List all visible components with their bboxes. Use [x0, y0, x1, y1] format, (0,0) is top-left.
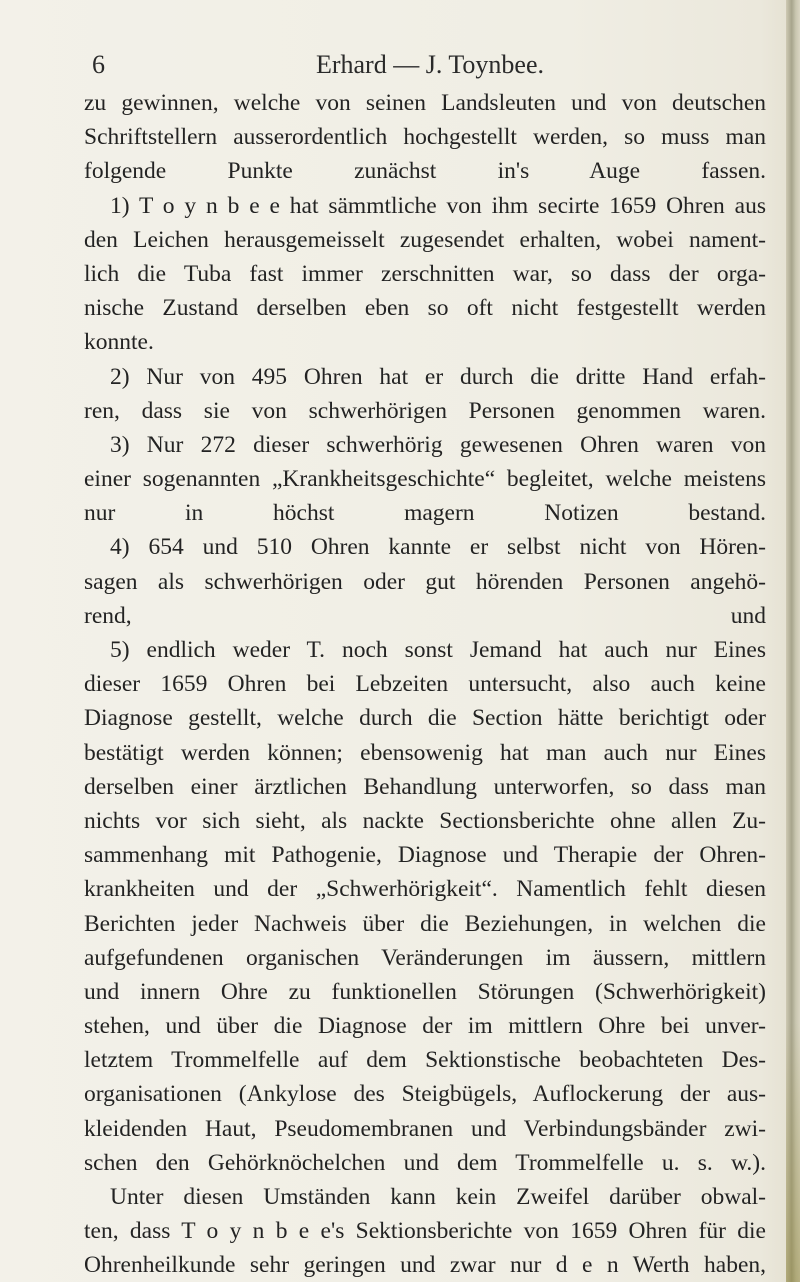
text-line: schen den Gehörknöchelchen und dem Trommelfelle u. s. w.).: [84, 1149, 766, 1176]
text-line: 4) 654 und 510 Ohren kannte er selbst nicht von Hören-: [110, 534, 766, 561]
text-line: Unter diesen Umständen kann kein Zweifel darüber obwal-: [110, 1184, 766, 1210]
text-line: rend, und: [84, 602, 766, 629]
page-edge-shadow: [786, 1022, 800, 1282]
page-edge-binding: [786, 0, 800, 1282]
text-line: nichts vor sich sieht, als nackte Sectionsberichte ohne allen Zu-: [84, 807, 766, 834]
text-line: konnte.: [84, 329, 154, 356]
text-line: lich die Tuba fast immer zerschnitten war, so dass der orga-: [84, 260, 766, 287]
text-line: bestätigt werden können; ebensowenig hat man auch nur Eines: [84, 739, 766, 766]
text-line: zu gewinnen, welche von seinen Landsleuten und von deutschen: [84, 90, 766, 116]
text-line: einer sogenannten „Krankheitsgeschichte“ begleitet, welche meistens: [84, 466, 766, 493]
text-line: nur in höchst magern Notizen bestand.: [84, 500, 766, 527]
text-line: aufgefundenen organischen Veränderungen im äussern, mittlern: [84, 944, 766, 971]
text-line: organisationen (Ankylose des Steigbügels, Auflockerung der aus-: [84, 1081, 766, 1108]
text-line: Ohrenheilkunde sehr geringen und zwar nur d e n Werth haben,: [84, 1252, 766, 1279]
text-line: Schriftstellern ausserordentlich hochgestellt werden, so muss man: [84, 124, 766, 151]
text-line: derselben einer ärztlichen Behandlung unterworfen, so dass man: [84, 773, 766, 800]
text-line: Berichten jeder Nachweis über die Beziehungen, in welchen die: [84, 910, 766, 937]
text-line: 1) T o y n b e e hat sämmtliche von ihm secirte 1659 Ohren aus: [110, 192, 766, 219]
page-number: 6: [92, 50, 105, 79]
body-text: [84, 86, 766, 1282]
text-line: stehen, und über die Diagnose der im mittlern Ohre bei unver-: [84, 1013, 766, 1040]
text-line: 3) Nur 272 dieser schwerhörig gewesenen Ohren waren von: [110, 431, 766, 458]
text-line: und innern Ohre zu funktionellen Störungen (Schwerhörigkeit): [84, 978, 766, 1005]
text-line: nische Zustand derselben eben so oft nicht festgestellt werden: [84, 295, 766, 322]
text-line: ten, dass T o y n b e e's Sektionsberichte von 1659 Ohren für die: [84, 1218, 766, 1245]
text-line: den Leichen herausgemeisselt zugesendet erhalten, wobei nament-: [84, 226, 766, 253]
text-line: krankheiten und der „Schwerhörigkeit“. Namentlich fehlt diesen: [84, 876, 766, 903]
text-line: Diagnose gestellt, welche durch die Section hätte berichtigt oder: [84, 705, 766, 732]
text-line: dieser 1659 Ohren bei Lebzeiten untersucht, also auch keine: [84, 671, 766, 698]
running-head: Erhard — J. Toynbee.: [315, 50, 545, 79]
text-line: folgende Punkte zunächst in's Auge fassen.: [84, 158, 766, 185]
text-line: letztem Trommelfelle auf dem Sektionstische beobachteten Des-: [84, 1047, 766, 1074]
text-line: 2) Nur von 495 Ohren hat er durch die dritte Hand erfah-: [110, 363, 766, 390]
text-line: sagen als schwerhörigen oder gut hörenden Personen angehö-: [84, 568, 766, 595]
text-line: ren, dass sie von schwerhörigen Personen genommen waren.: [84, 397, 766, 424]
page-header: [0, 48, 780, 88]
text-line: kleidenden Haut, Pseudomembranen und Verbindungsbänder zwi-: [84, 1115, 766, 1142]
text-line: sammenhang mit Pathogenie, Diagnose und Therapie der Ohren-: [84, 842, 766, 869]
text-line: 5) endlich weder T. noch sonst Jemand hat auch nur Eines: [110, 637, 766, 663]
